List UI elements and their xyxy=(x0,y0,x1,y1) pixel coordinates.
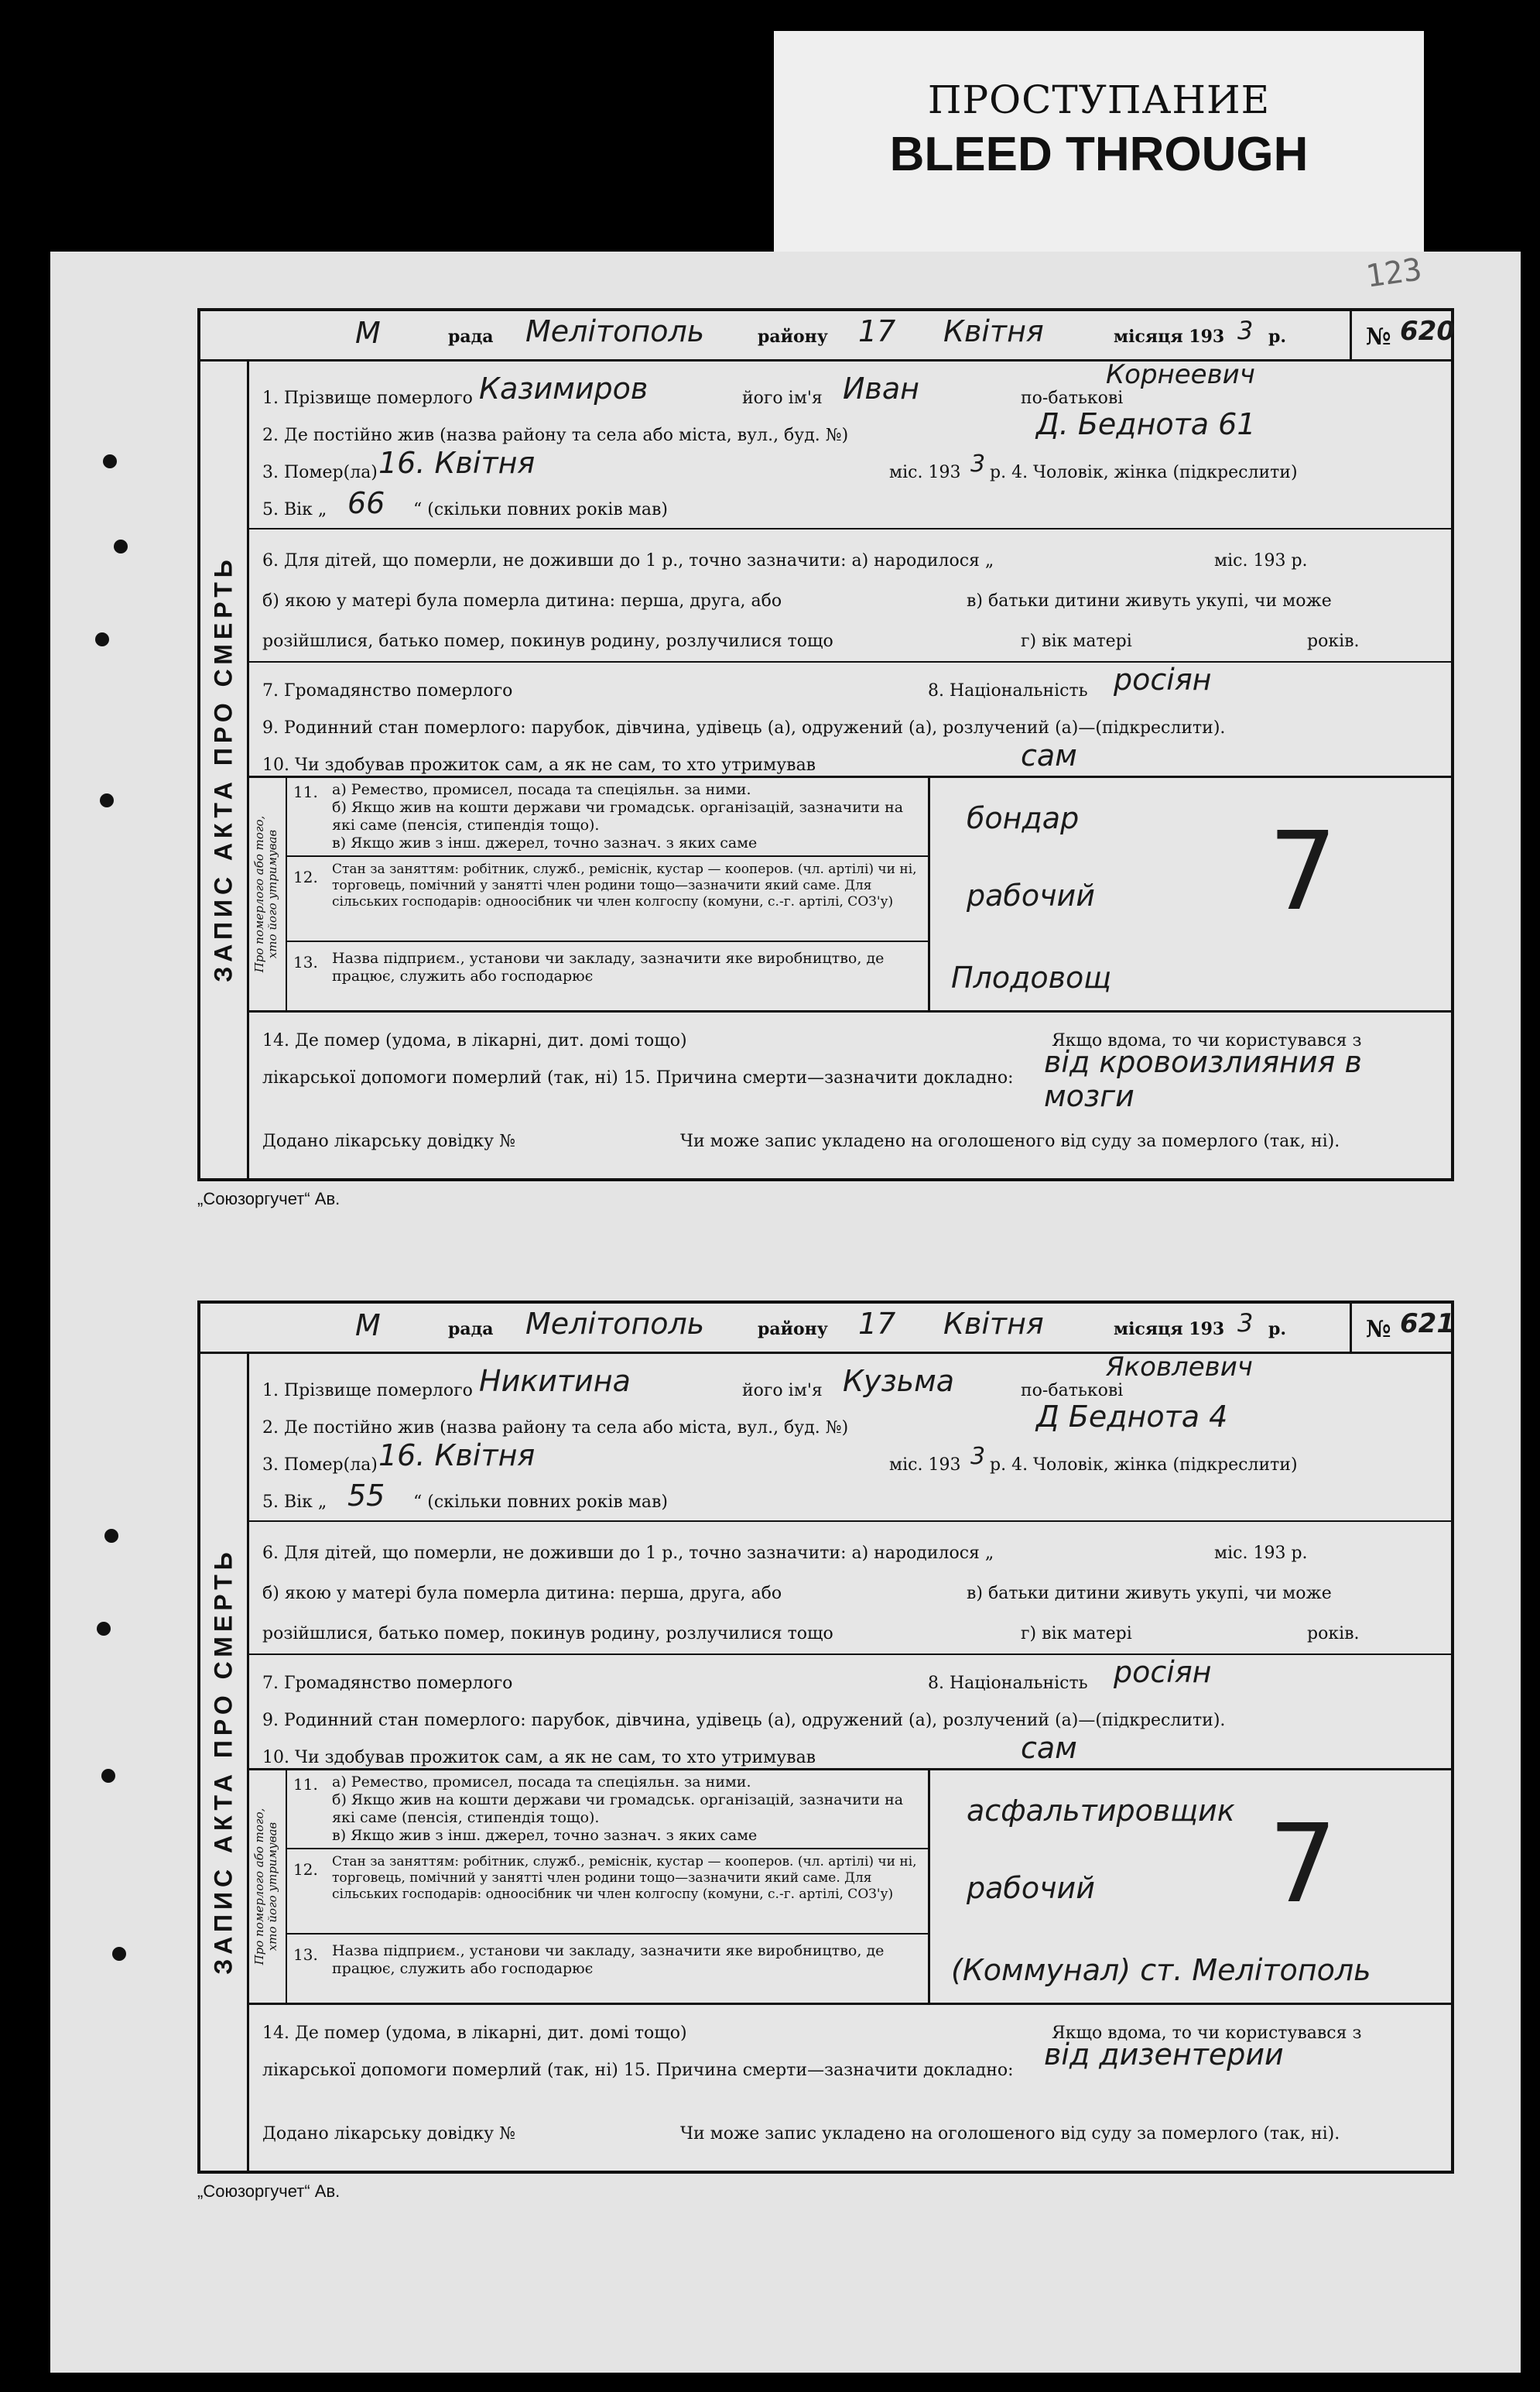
q13-text: Назва підприєм., установи чи закладу, зазначити яке виробництво, де працює, служить або господарює xyxy=(332,1942,885,1977)
q6a-month-label: міс. 193 р. xyxy=(1214,1544,1308,1563)
q11-text: а) Ремество, промисел, посада та спеціяльн. за ними. б) Якщо жив на кошти держави чи громадськ. організацій, зазначити на які саме (пенсія, стипендія тощо). в) Якщо жив з інш. джерел, точно зазнач. з яких саме xyxy=(332,781,904,852)
day-handwritten: 17 xyxy=(858,1307,896,1341)
month-year-label: місяця 193 xyxy=(1114,327,1225,347)
q11-number: 11. xyxy=(293,783,318,801)
q5-label: 5. Вік „ xyxy=(262,500,327,519)
q6b-label: б) якою у матері була померла дитина: перша, друга, або xyxy=(262,591,782,611)
q1-patronymic-label: по-батькові xyxy=(1021,389,1124,408)
q16-label: Додано лікарську довідку № xyxy=(262,1132,515,1151)
q10-label: 10. Чи здобував прожиток сам, а як не сам, то хто утримував xyxy=(262,756,816,775)
printer-imprint: „Союзоргучет“ Ав. xyxy=(197,2181,341,2201)
q12-text: Стан за заняттям: робітник, служб., реміснік, кустар — кооперов. (чл. артілі) чи ні, торговець, помічний у занятті член родини тощо—зазначити який саме. Для сільських господарів: одноосібник чи член колгоспу (комуни, с.-г. артілі, СОЗ'у) xyxy=(332,1854,917,1902)
nationality-handwritten: росіян xyxy=(1114,663,1212,697)
q6c-years-label: років. xyxy=(1307,1624,1360,1643)
q14-home-label: Якщо вдома, то чи користувався з xyxy=(1052,2024,1362,2043)
q5-suffix: “ (скільки повних років мав) xyxy=(413,500,669,519)
q7-label: 7. Громадянство померлого xyxy=(262,1674,513,1693)
q4-label: р. 4. Чоловік, жінка (підкреслити) xyxy=(990,463,1298,482)
month-year-label: місяця 193 xyxy=(1114,1319,1225,1339)
side-title-strip xyxy=(200,1352,249,2171)
cause-handwritten: від дизентерии xyxy=(1044,2037,1284,2072)
occupation-side-label: Про померлого або того, хто його утримував xyxy=(252,1808,279,1965)
column-divider xyxy=(928,1770,930,2003)
q1-label: 1. Прізвище померлого xyxy=(262,1381,473,1400)
status-handwritten: рабочий xyxy=(967,879,1095,913)
section-divider xyxy=(247,528,1451,529)
q5-label: 5. Вік „ xyxy=(262,1492,327,1512)
side-title: ЗАПИС АКТА ПРО СМЕРТЬ xyxy=(209,555,238,982)
name-handwritten: Иван xyxy=(843,372,919,406)
binding-hole-icon xyxy=(112,1947,126,1961)
binding-hole-icon xyxy=(97,1622,111,1636)
mark-handwritten: 7 xyxy=(1268,1801,1338,1928)
year-handwritten: 3 xyxy=(1237,1308,1254,1338)
q3-month-label: міс. 193 xyxy=(889,1455,961,1475)
q6c-label: розійшлися, батько помер, покинув родину, розлучилися тощо xyxy=(262,632,833,651)
occupation-section xyxy=(247,776,1451,1013)
q11-number: 11. xyxy=(293,1775,318,1794)
q16-court-label: Чи може запис укладено на оголошеного від суду за померлого (так, ні). xyxy=(680,2124,1340,2144)
q4-label: р. 4. Чоловік, жінка (підкреслити) xyxy=(990,1455,1298,1475)
bleed-through-label xyxy=(774,31,1424,263)
occupation-side-label: Про померлого або того, хто його утримував xyxy=(252,815,279,973)
q13-number: 13. xyxy=(293,953,318,972)
q6c-mother-age-label: г) вік матері xyxy=(1021,632,1132,651)
occupation-handwritten: асфальтировщик xyxy=(967,1794,1235,1828)
year-suffix: р. xyxy=(1268,327,1287,347)
raion-label: району xyxy=(758,1319,828,1339)
row-divider xyxy=(286,855,928,857)
age-handwritten: 66 xyxy=(347,486,385,520)
q3-month-label: міс. 193 xyxy=(889,463,961,482)
section-divider xyxy=(247,1653,1451,1655)
raion-handwritten: Мелітополь xyxy=(525,314,705,348)
year-handwritten: 3 xyxy=(1237,316,1254,345)
raion-handwritten: Мелітополь xyxy=(525,1307,705,1341)
cause-handwritten: від кровоизлияния в мозги xyxy=(1044,1045,1362,1113)
form-header xyxy=(200,311,1350,362)
q14-label: 14. Де помер (удома, в лікарні, дит. домі тощо) xyxy=(262,1031,687,1050)
death-record-form xyxy=(197,308,1454,1181)
q10-label: 10. Чи здобував прожиток сам, а як не сам, то хто утримував xyxy=(262,1748,816,1767)
q8-label: 8. Національність xyxy=(928,681,1088,701)
q9-label: 9. Родинний стан померлого: парубок, дівчина, удівець (а), одружений (а), розлучений (а)—(підкреслити). xyxy=(262,1711,1226,1730)
rada-label: рада xyxy=(448,1319,494,1339)
row-divider xyxy=(286,1933,928,1935)
page-number: 123 xyxy=(1364,252,1425,295)
q11-text: а) Ремество, промисел, посада та спеціяльн. за ними. б) Якщо жив на кошти держави чи громадськ. організацій, зазначити на які саме (пенсія, стипендія тощо). в) Якщо жив з інш. джерел, точно зазнач. з яких саме xyxy=(332,1773,904,1844)
side-title-strip xyxy=(200,359,249,1178)
column-divider xyxy=(928,778,930,1010)
record-number-handwritten: 621 xyxy=(1400,1308,1455,1339)
occupation-side-strip xyxy=(247,1770,287,2003)
q6b-parents-label: в) батьки дитини живуть укупі, чи може xyxy=(967,591,1332,611)
q6c-mother-age-label: г) вік матері xyxy=(1021,1624,1132,1643)
workplace-handwritten: Плодовощ xyxy=(951,961,1112,995)
q5-suffix: “ (скільки повних років мав) xyxy=(413,1492,669,1512)
label-line-1: ПРОСТУПАНИЕ xyxy=(927,77,1271,122)
rada-handwritten: М xyxy=(355,1308,381,1342)
month-handwritten: Квітня xyxy=(943,314,1044,348)
patronymic-handwritten: Яковлевич xyxy=(1106,1352,1253,1383)
death-date-handwritten: 16. Квітня xyxy=(378,446,536,480)
q3-label: 3. Помер(ла) xyxy=(262,1455,378,1475)
death-year-handwritten: 3 xyxy=(970,451,986,478)
binding-hole-icon xyxy=(95,632,109,646)
number-sign: № xyxy=(1366,324,1391,351)
q8-label: 8. Національність xyxy=(928,1674,1088,1693)
nationality-handwritten: росіян xyxy=(1114,1655,1212,1689)
q13-text: Назва підприєм., установи чи закладу, зазначити яке виробництво, де працює, служить або господарює xyxy=(332,950,885,985)
death-date-handwritten: 16. Квітня xyxy=(378,1438,536,1472)
death-year-handwritten: 3 xyxy=(970,1443,986,1470)
q1-patronymic-label: по-батькові xyxy=(1021,1381,1124,1400)
q12-text: Стан за заняттям: робітник, служб., реміснік, кустар — кооперов. (чл. артілі) чи ні, торговець, помічний у занятті член родини тощо—зазначити який саме. Для сільських господарів: одноосібник чи член колгоспу (комуни, с.-г. артілі, СОЗ'у) xyxy=(332,862,917,910)
death-record-form xyxy=(197,1301,1454,2174)
number-sign: № xyxy=(1366,1316,1391,1343)
q6a-month-label: міс. 193 р. xyxy=(1214,551,1308,571)
row-divider xyxy=(286,1848,928,1849)
form-header xyxy=(200,1304,1350,1354)
year-suffix: р. xyxy=(1268,1319,1287,1339)
q1-name-label: його ім'я xyxy=(742,1381,823,1400)
q16-court-label: Чи може запис укладено на оголошеного від суду за померлого (так, ні). xyxy=(680,1132,1340,1151)
q2-label: 2. Де постійно жив (назва району та села або міста, вул., буд. №) xyxy=(262,426,849,445)
binding-hole-icon xyxy=(101,1769,115,1783)
binding-hole-icon xyxy=(100,793,114,807)
q14-home-label: Якщо вдома, то чи користувався з xyxy=(1052,1031,1362,1050)
q6c-years-label: років. xyxy=(1307,632,1360,651)
name-handwritten: Кузьма xyxy=(843,1364,955,1398)
q13-number: 13. xyxy=(293,1945,318,1964)
day-handwritten: 17 xyxy=(858,314,896,348)
address-handwritten: Д. Беднота 61 xyxy=(1036,407,1256,441)
status-handwritten: рабочий xyxy=(967,1871,1095,1905)
q6b-parents-label: в) батьки дитини живуть укупі, чи може xyxy=(967,1584,1332,1603)
occupation-handwritten: бондар xyxy=(967,801,1080,835)
q15-label: лікарської допомоги померлий (так, ні) 15. Причина смерти—зазначити докладно: xyxy=(262,2061,1014,2080)
occupation-section xyxy=(247,1768,1451,2005)
rada-label: рада xyxy=(448,327,494,347)
patronymic-handwritten: Корнеевич xyxy=(1106,359,1255,390)
section-divider xyxy=(247,661,1451,663)
q16-label: Додано лікарську довідку № xyxy=(262,2124,515,2144)
q6c-label: розійшлися, батько помер, покинув родину, розлучилися тощо xyxy=(262,1624,833,1643)
rada-handwritten: М xyxy=(355,316,381,350)
occupation-side-strip xyxy=(247,778,287,1010)
surname-handwritten: Никитина xyxy=(479,1364,631,1398)
q12-number: 12. xyxy=(293,868,318,886)
record-number-box xyxy=(1350,1304,1453,1354)
q1-name-label: його ім'я xyxy=(742,389,823,408)
row-divider xyxy=(286,941,928,942)
q15-label: лікарської допомоги померлий (так, ні) 15. Причина смерти—зазначити докладно: xyxy=(262,1068,1014,1088)
q12-number: 12. xyxy=(293,1860,318,1879)
label-line-2: BLEED THROUGH xyxy=(889,128,1309,181)
workplace-handwritten: (Коммунал) ст. Мелітополь xyxy=(951,1953,1371,1987)
binding-hole-icon xyxy=(114,540,128,553)
surname-handwritten: Казимиров xyxy=(479,372,649,406)
q7-label: 7. Громадянство померлого xyxy=(262,681,513,701)
section-divider xyxy=(247,1520,1451,1522)
binding-hole-icon xyxy=(103,454,117,468)
record-number-handwritten: 620 xyxy=(1400,316,1455,347)
mark-handwritten: 7 xyxy=(1268,809,1338,935)
record-number-box xyxy=(1350,311,1453,362)
q6b-label: б) якою у матері була померла дитина: перша, друга, або xyxy=(262,1584,782,1603)
q14-label: 14. Де помер (удома, в лікарні, дит. домі тощо) xyxy=(262,2024,687,2043)
age-handwritten: 55 xyxy=(347,1479,385,1513)
address-handwritten: Д Беднота 4 xyxy=(1036,1400,1228,1434)
q3-label: 3. Помер(ла) xyxy=(262,463,378,482)
printer-imprint: „Союзоргучет“ Ав. xyxy=(197,1189,341,1208)
livelihood-handwritten: сам xyxy=(1021,1731,1077,1765)
q6a-label: 6. Для дітей, що померли, не доживши до 1 р., точно зазначити: а) народилося „ xyxy=(262,1544,994,1563)
raion-label: району xyxy=(758,327,828,347)
q1-label: 1. Прізвище померлого xyxy=(262,389,473,408)
side-title: ЗАПИС АКТА ПРО СМЕРТЬ xyxy=(209,1547,238,1975)
q9-label: 9. Родинний стан померлого: парубок, дівчина, удівець (а), одружений (а), розлучений (а)—(підкреслити). xyxy=(262,718,1226,738)
q2-label: 2. Де постійно жив (назва району та села або міста, вул., буд. №) xyxy=(262,1418,849,1438)
month-handwritten: Квітня xyxy=(943,1307,1044,1341)
livelihood-handwritten: сам xyxy=(1021,739,1077,773)
q6a-label: 6. Для дітей, що померли, не доживши до 1 р., точно зазначити: а) народилося „ xyxy=(262,551,994,571)
binding-hole-icon xyxy=(104,1529,118,1543)
